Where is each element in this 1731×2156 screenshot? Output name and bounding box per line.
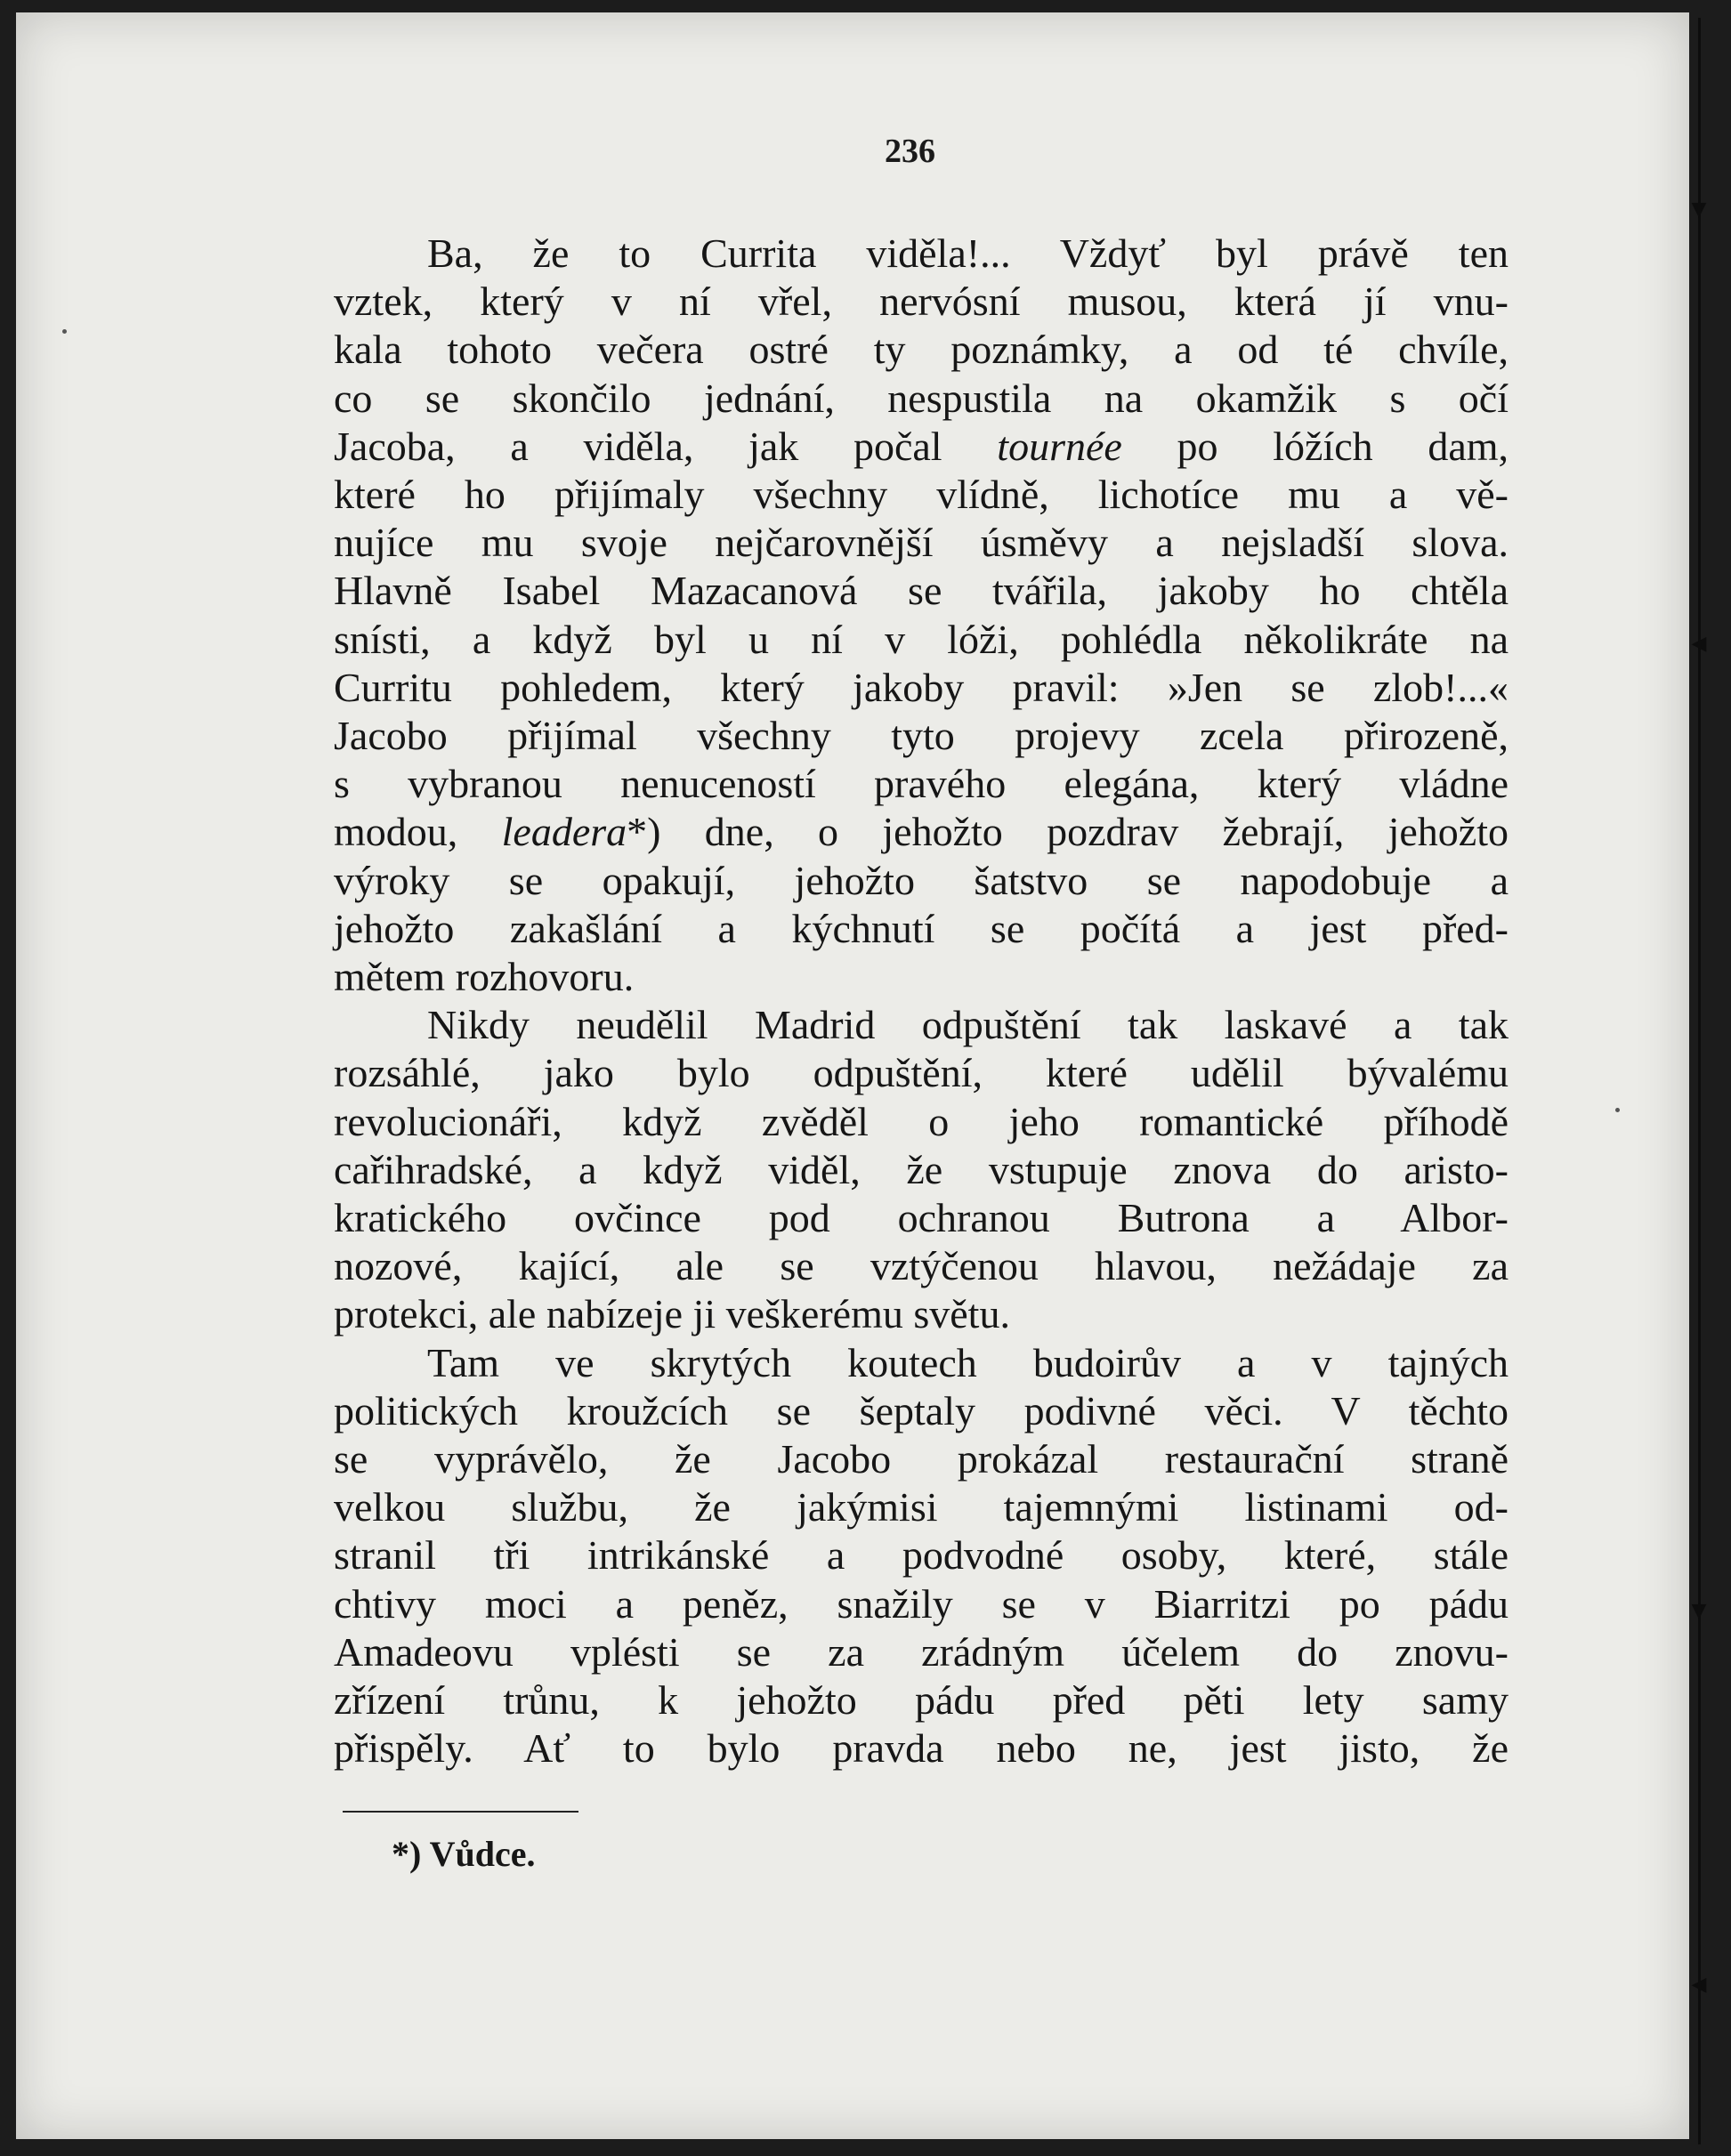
- text-line-content: stranil tři intrikánské a podvodné osoby, které, stále: [334, 1532, 1509, 1579]
- text-line-content: Amadeovu vplésti se za zrádným účelem do znovu-: [334, 1628, 1509, 1675]
- text-line-content: protekci, ale nabízeje ji veškerému světu.: [334, 1291, 1010, 1337]
- text-line-content: které ho přijímaly všechny vlídně, lichotíce mu a vě-: [334, 472, 1509, 518]
- text-line-content: revolucionáři, když zvěděl o jeho romantické příhodě: [334, 1098, 1509, 1144]
- text-line: [334, 760, 1509, 808]
- text-line: [334, 375, 1509, 423]
- text-line-content: chtivy moci a peněz, snažily se v Biarritzi po pádu: [334, 1580, 1509, 1627]
- text-line: [334, 423, 1509, 471]
- text-line: [334, 1676, 1509, 1724]
- text-line: [334, 1531, 1509, 1579]
- dust-speck: [62, 329, 67, 334]
- text-line-content: se vyprávělo, že Jacobo prokázal restaurační straně: [334, 1436, 1509, 1482]
- text-line-content: nozové, kající, ale se vztýčenou hlavou, nežádaje za: [334, 1243, 1509, 1289]
- text-line-content: modou,: [334, 809, 458, 855]
- text-line: [334, 1580, 1509, 1628]
- footnote-rule: [343, 1811, 578, 1813]
- edge-arrow-mark: ▼: [1691, 198, 1707, 221]
- text-line: [334, 1628, 1509, 1676]
- text-line-content: přispěly. Ať to bylo pravda nebo ne, jest jisto, že: [334, 1725, 1509, 1772]
- dust-speck: [1615, 1108, 1620, 1112]
- italic-term: tournée: [997, 423, 1122, 469]
- text-line-content: Curritu pohledem, který jakoby pravil: »Jen se zlob!...«: [334, 664, 1509, 710]
- text-line: [334, 1098, 1509, 1146]
- page-number: 236: [885, 133, 935, 170]
- text-line-content: zřízení trůnu, k jehožto pádu před pěti lety samy: [334, 1677, 1509, 1724]
- body-text: [334, 230, 1509, 1773]
- text-line-content: s vybranou nenuceností pravého elegána, který vládne: [334, 761, 1509, 807]
- text-line: [334, 1435, 1509, 1483]
- text-line-content: rozsáhlé, jako bylo odpuštění, které udělil bývalému: [334, 1050, 1509, 1096]
- text-line: [334, 857, 1509, 905]
- text-line: [334, 616, 1509, 664]
- text-line-content: politických kroužcích se šeptaly podivné věci. V těchto: [334, 1387, 1509, 1433]
- text-line-content: velkou službu, že jakýmisi tajemnými listinami od-: [334, 1484, 1509, 1530]
- text-line: [334, 1483, 1509, 1531]
- text-line: [334, 1724, 1509, 1772]
- text-line-content: vztek, který v ní vřel, nervósní musou, která jí vnu-: [334, 279, 1509, 325]
- italic-term: leadera: [501, 809, 627, 855]
- text-line: [334, 1339, 1509, 1387]
- text-line: [334, 905, 1509, 953]
- text-line: [334, 1194, 1509, 1242]
- text-line-content: cařihradské, a když viděl, že vstupuje znova do aristo-: [334, 1146, 1509, 1192]
- text-line-content: snísti, a když byl u ní v lóži, pohlédla několikráte na: [334, 616, 1509, 662]
- text-line: [334, 1242, 1509, 1290]
- text-line: [334, 712, 1509, 760]
- text-line-content: Nikdy neudělil Madrid odpuštění tak laskavé a tak: [427, 1002, 1509, 1048]
- text-line-content: výroky se opakují, jehožto šatstvo se napodobuje a: [334, 857, 1509, 903]
- footnote: *) Vůdce.: [392, 1834, 536, 1874]
- text-line-content: Hlavně Isabel Mazacanová se tvářila, jakoby ho chtěla: [334, 568, 1509, 614]
- text-line: [334, 1387, 1509, 1435]
- edge-arrow-mark: ◀: [1691, 1974, 1707, 1996]
- text-line: [334, 1001, 1509, 1049]
- text-line: [334, 519, 1509, 567]
- text-line-content: Tam ve skrytých koutech budoirův a v tajných: [427, 1339, 1509, 1385]
- text-line-content: mětem rozhovoru.: [334, 954, 635, 1000]
- text-line: [334, 278, 1509, 326]
- text-line-continuation: *) dne, o jehožto pozdrav žebrají, jehožto: [627, 809, 1509, 855]
- edge-arrow-mark: ▼: [1691, 1600, 1707, 1622]
- text-line-content: Jacoba, a viděla, jak počal: [334, 423, 942, 469]
- text-line: [334, 326, 1509, 374]
- text-line-content: Jacobo přijímal všechny tyto projevy zcela přirozeně,: [334, 713, 1509, 759]
- page-edge-line: [1698, 18, 1701, 2144]
- text-line-content: kratického ovčince pod ochranou Butrona a Albor-: [334, 1195, 1509, 1241]
- text-line-content: Ba, že to Currita viděla!... Vždyť byl právě ten: [427, 230, 1509, 276]
- text-line-content: nujíce mu svoje nejčarovnější úsměvy a nejsladší slova.: [334, 520, 1509, 566]
- text-line: [334, 953, 1509, 1001]
- edge-arrow-mark: ◀: [1691, 633, 1707, 655]
- text-line: [334, 1146, 1509, 1194]
- text-line-content: kala tohoto večera ostré ty poznámky, a od té chvíle,: [334, 327, 1509, 373]
- text-line: [334, 664, 1509, 712]
- text-line-content: co se skončilo jednání, nespustila na okamžik s očí: [334, 375, 1509, 421]
- text-line: [334, 1290, 1509, 1338]
- text-line: [334, 1049, 1509, 1097]
- text-line: [334, 471, 1509, 519]
- text-line: [334, 567, 1509, 615]
- text-line: [334, 808, 1509, 856]
- text-line-continuation: po lóžích dam,: [1177, 423, 1509, 469]
- text-line-content: jehožto zakašlání a kýchnutí se počítá a jest před-: [334, 905, 1509, 951]
- text-line: [334, 230, 1509, 278]
